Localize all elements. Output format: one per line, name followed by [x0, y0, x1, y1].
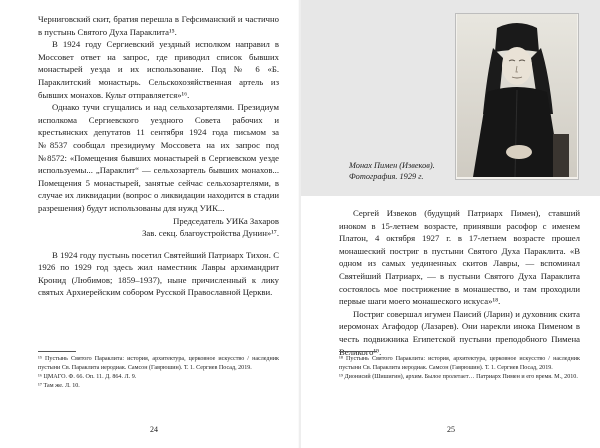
right-page	[301, 0, 600, 448]
page-number: 24	[150, 425, 158, 434]
photo-caption	[349, 160, 453, 182]
footnote: ¹⁵ Пустынь Святого Параклита: история, архитектура, церковное искусство / наследник пустыни Св. Параклита иеродиак. Самсон (Гаврюшин). Т. 1. Сергиев Посад, 2019.	[38, 356, 279, 372]
portrait-photo	[455, 13, 579, 180]
left-paragraph: Черниговский скит, братия перешла в Гефсиманский и частично в пустынь Святого Духа Параклита¹⁵.	[38, 14, 279, 37]
footnote: ¹⁸ Пустынь Святого Параклита: история, архитектура, церковное искусство / наследник пустыни Св. Параклита иеродиак. Самсон (Гаврюшин). Т. 1. Сергиев Посад, 2019.	[339, 356, 580, 372]
left-paragraph: В 1924 году Сергиевский уездный исполком направил в Моссовет ответ на запрос, где приводил список бывших монастырей уезда и их использование. Под № 6 «Б. Параклитский монастырь. Сельскохозяйственная артель из бывших монахов. Культ отправляется»¹⁶.	[38, 39, 279, 100]
right-paragraph: Сергей Извеков (будущий Патриарх Пимен), ставший иноком в 15-летнем возрасте, принявши расофор с именем Платон, 4 октября 1927 г. в 17-летнем возрасте прошел монашеский постриг в пустыни Святого Духа Параклита. «В одном из самых уединенных скитов Лавры, — вспоминал Святейший Патриарх, — в пустыни Святого Духа Параклита состоялось мое пострижение в монашество, и там проходили первые шаги моего монашеского искуса»¹⁸.	[339, 208, 580, 307]
footnote: ¹⁶ ЦМАГО. Ф. 66. Оп. 11. Д. 864. Л. 9.	[38, 374, 137, 381]
right-body-text	[339, 207, 580, 358]
footnote-rule	[339, 351, 377, 352]
left-footnotes	[38, 355, 279, 391]
right-footnotes	[339, 355, 580, 382]
page-number: 25	[447, 425, 455, 434]
left-body-text	[38, 13, 279, 299]
photo-panel	[301, 0, 600, 196]
left-paragraph: В 1924 году пустынь посетил Святейший Патриарх Тихон. С 1926 по 1929 год здесь жил наместник Лавры архимандрит Кронид (Любимов; 1859–1937), ныне причисленный к лику святых Архиерейским собором Русской Православной Церкви.	[38, 249, 279, 298]
portrait-image	[457, 14, 577, 177]
footnote-rule	[38, 351, 76, 352]
signature-chair: Председатель УИКа Захаров	[173, 215, 279, 226]
left-paragraph: Однако тучи сгущались и над сельхозартелями. Президиум исполкома Сергиевского уездного Совета рабочих и крестьянских депутатов 11 сентября 1924 года письмом за №8537 сообщал президиуму Моссовета на их запрос под №8572: «Помещения бывших монастырей в Сергиевском уезде используемы... „Параклит“ — сельхозартель бывших монахов... Помещения 5 монастырей, занятые сейчас сельхозартелями, в случае их ликвидации (вопрос о ликвидации находится в стадии разрешения) будут использованы для нужд УИК...	[38, 102, 279, 213]
right-paragraph: Постриг совершал игумен Паисий (Ларин) и духовник скита иеромонах Агафодор (Лазарев). Они нарекли инока Пименом в честь подвижника Египетской пустыни преподобного Пимена Великого¹⁹.	[339, 308, 580, 357]
signature-section-head: Зав. секц. благоустройства Дунин»¹⁷.	[142, 228, 279, 239]
caption-line: Фотография. 1929 г.	[349, 172, 424, 181]
footnote: ¹⁷ Там же. Л. 10.	[38, 383, 80, 390]
caption-line: Монах Пимен (Извеков).	[349, 161, 435, 170]
footnote: ¹⁹ Дионисий (Шишигин), архим. Былое пролетает… Патриарх Пимен и его время. М., 2010.	[339, 374, 578, 381]
left-page	[0, 0, 299, 448]
